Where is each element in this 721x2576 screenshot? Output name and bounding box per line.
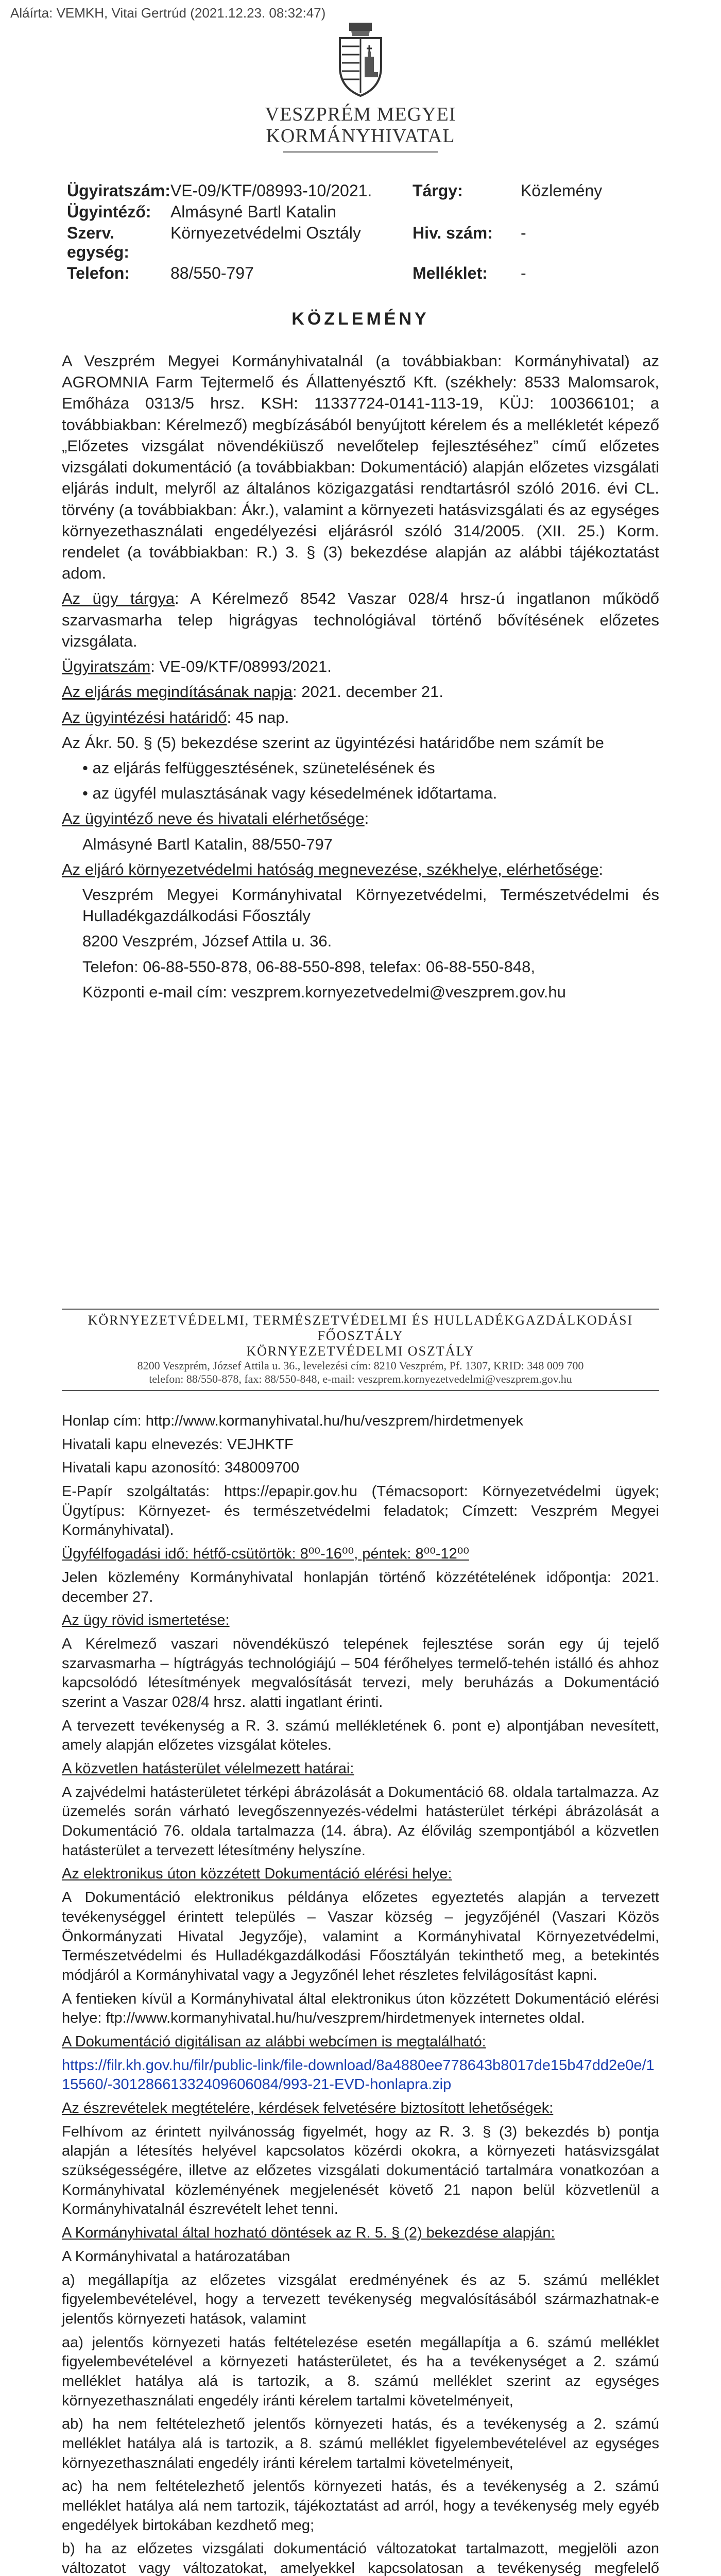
section-line: Az ügyintézési határidő: 45 nap.: [62, 708, 289, 726]
section-heading: Az észrevételek megtételére, kérdések felvetésére biztosított lehetőségek:: [62, 2100, 554, 2116]
phone-value: 88/550-797: [170, 264, 254, 282]
letterhead-line-1: KÖRNYEZETVÉDELMI, TERMÉSZETVÉDELMI ÉS HULLADÉKGAZDÁLKODÁSI FŐOSZTÁLY: [88, 1313, 633, 1343]
section-line: Telefon: 06-88-550-878, 06-88-550-898, telefax: 06-88-550-848,: [82, 957, 535, 976]
case-number-value: VE-09/KTF/08993-10/2021.: [170, 181, 372, 200]
section-line: Almásyné Bartl Katalin, 88/550-797: [82, 835, 333, 853]
subject-value: Közlemény: [520, 181, 603, 200]
section-line: Központi e-mail cím: veszprem.kornyezetvedelmi@veszprem.gov.hu: [82, 982, 566, 1001]
section-line: Az eljárás megindításának napja: 2021. december 21.: [62, 683, 444, 701]
letterhead-line-2: KÖRNYEZETVÉDELMI OSZTÁLY: [246, 1344, 475, 1359]
attachment-value: -: [520, 264, 526, 282]
department-label: Szerv. egység:: [67, 224, 129, 261]
website-line: Honlap cím: http://www.kormanyhivatal.hu/hu/veszprem/hirdetmenyek: [62, 1413, 524, 1429]
section-heading: A Kormányhivatal által hozható döntések az R. 5. § (2) bekezdése alapján:: [62, 2225, 555, 2242]
section-line: Az eljáró környezetvédelmi hatóság megnevezése, székhelye, elérhetősége:: [62, 860, 604, 878]
section-heading: A Dokumentáció digitálisan az alábbi webcímen is megtalálható:: [62, 2033, 486, 2050]
office-line-1: VESZPRÉM MEGYEI: [265, 104, 456, 125]
paragraph: A tervezett tevékenység a R. 3. számú mellékletének 6. pont e) alpontjában nevesített, amely alapján előzetes vizsgálat köteles.: [62, 1717, 659, 1754]
section-line: 8200 Veszprém, József Attila u. 36.: [82, 932, 332, 951]
paragraph: ab) ha nem feltételezhető jelentős környezeti hatás, és a tevékenység a 2. számú melléklet hatálya alá is tartozik, a 8. számú melléklet figyelembevételével az egységes környezethasználati engedély iránti kérelem tartalmi követelményeit,: [62, 2416, 659, 2471]
section-heading: A közvetlen hatásterület vélelmezett határai:: [62, 1760, 354, 1777]
subject-label: Tárgy:: [412, 181, 463, 200]
section-line: Az ügyintéző neve és hivatali elérhetősége:: [62, 809, 369, 828]
section-line: Ügyiratszám: VE-09/KTF/08993/2021.: [62, 657, 332, 676]
section-line: • az ügyfél mulasztásának vagy késedelmének időtartama.: [82, 784, 497, 803]
paragraph: A Kérelmező vaszari növendéküszó telepének fejlesztése során egy új tejelő szarvasmarha – hígtrágyás technológiájú – 504 férőhelyes termelő-tehén istálló és ahhoz kapcsolódó létesítmények megvalósítását tervezi, mely beruházás a Dokumentáció szerint a Vaszar 028/4 hrsz. alatti ingatlant érinti.: [62, 1635, 659, 1710]
phone-label: Telefon:: [67, 264, 130, 282]
notice-body-page-2: [62, 1412, 659, 2576]
coat-of-arms-icon: [329, 21, 392, 98]
paragraph: A zajvédelmi hatásterületet térképi ábrázolását a Dokumentáció 68. oldala tartalmazza. Az üzemelés során várható levegőszennyezés-védelmi hatásterület térképi ábrázolását a Dokumentáció 76. oldala tartalmazza (14. ábra). Az élővilág szempontjából a közvetlen hatásterület a tervezett létesítmény helyszíne.: [62, 1784, 659, 1859]
letterhead-line-4: telefon: 88/550-878, fax: 88/550-848, e-mail: veszprem.kornyezetvedelmi@veszprem.gov.hu: [149, 1372, 572, 1385]
paragraph: ac) ha nem feltételezhető jelentős környezeti hatás, és a tevékenység a 2. számú melléklet hatálya alá nem tartozik, tájékoztatást ad arról, hogy a tevékenység mely egyéb engedélyek birtokában kezdhető meg;: [62, 2478, 659, 2534]
epapir-line: E-Papír szolgáltatás: https://epapir.gov.hu (Témacsoport: Környezetvédelmi ügyek; Ügytípus: Környezet- és természetvédelmi feladatok; Címzett: Veszprém Megyei Kormányhivatal).: [62, 1483, 659, 1539]
letterhead-footer: [62, 1309, 659, 1391]
document-metadata: [67, 180, 659, 284]
paragraph: b) ha az előzetes vizsgálati dokumentáció változatokat tartalmazott, megjelöli azon változatot vagy változatokat, amelyekkel kapcsolatosan a tevékenység megfelelő: [62, 2540, 659, 2576]
paragraph: aa) jelentős környezeti hatás feltételezése esetén megállapítja a 6. számú melléklet figyelembevételével a környezeti hatásterületet, és ha a tevékenységet a 2. számú melléklet hatálya alá is tartozik, a 8. számú melléklet szerint az egységes környezethasználati engedély iránti kérelem tartalmi követelményeit,: [62, 2334, 659, 2409]
gateway-name-line: Hivatali kapu elnevezés: VEJHKTF: [62, 1436, 294, 1453]
intro-paragraph: A Veszprém Megyei Kormányhivatalnál (a továbbiakban: Kormányhivatal) az AGROMNIA Farm Tejtermelő és Állattenyésztő Kft. (székhely: 8533 Malomsarok, Emőháza 0313/5 hrsz. KSH: 11337724-0141-113-19, KÜJ: 100366101; a továbbiakban: Kérelmező) megbízásából benyújtott kérelem és a mellékletét képező „Előzetes vizsgálat növendékiüsző nevelőtelep fejlesztéséhez” című előzetes vizsgálati dokumentáció (a továbbiakban: Dokumentáció) alapján előzetes vizsgálati eljárás indult, melyről az általános közigazgatási rendtartásról szóló 2016. évi CL. törvény (a továbbiakban: Ákr.), valamint a környezeti hatásvizsgálati és az egységes környezethasználati engedélyezési eljárásról szóló 314/2005. (XII. 25.) Korm. rendelet (a továbbiakban: R.) 3. § (3) bekezdése alapján az alábbi tájékoztatást adom.: [62, 352, 659, 583]
letterhead-line-3: 8200 Veszprém, József Attila u. 36., levelezési cím: 8210 Veszprém, Pf. 1307, KRID: 348 009 700: [137, 1359, 584, 1372]
paragraph: A Kormányhivatal a határozatában: [62, 2248, 290, 2265]
reference-label: Hiv. szám:: [412, 224, 493, 242]
section-line: Veszprém Megyei Kormányhivatal Környezetvédelmi, Természetvédelmi és Hulladékgazdálkodási Főosztály: [82, 886, 659, 925]
reference-value: -: [520, 224, 526, 242]
document-title: KÖZLEMÉNY: [291, 309, 430, 329]
gateway-id-line: Hivatali kapu azonosító: 348009700: [62, 1460, 300, 1477]
section-line: Az ügy tárgya: A Kérelmező 8542 Vaszar 028/4 hrsz-ú ingatlanon működő szarvasmarha telep higrágyas technológiával történő bővítésének előzetes vizsgálata.: [62, 589, 660, 650]
section-line: • az eljárás felfüggesztésének, szünetelésének és: [82, 758, 435, 777]
download-link[interactable]: https://filr.kh.gov.hu/filr/public-link/file-download/8a4880ee778643b8017de15b47dd2e0e/115560/-30128661332409606084/993-21-EVD-honlapra.zip: [62, 2057, 655, 2093]
section-heading: Az ügy rövid ismertetése:: [62, 1612, 230, 1629]
section-line: Az Ákr. 50. § (5) bekezdése szerint az ügyintézési határidőbe nem számít be: [62, 733, 604, 752]
paragraph: a) megállapítja az előzetes vizsgálat eredményének és az 5. számú melléklet figyelembevételével, hogy a tervezett tevékenység megvalósításából származhatnak-e jelentős környezeti hatások, valamint: [62, 2272, 659, 2327]
notice-body-page-1: [62, 350, 659, 1007]
publication-date-line: Jelen közlemény Kormányhivatal honlapján történő közzétételének időpontja: 2021. december 27.: [62, 1569, 659, 1605]
paragraph: Felhívom az érintett nyilvánosság figyelmét, hogy az R. 3. § (3) bekezdés b) pontja alapján a létesítés helyével kapcsolatos közérdi okokra, a környezeti hatásvizsgálat szükségességére, illetve az előzetes vizsgálati dokumentáció tartalmára vonatkozóan a Kormányhivatal közleményének megjelenését követő 21 napon belül közvetlenül a Kormányhivatalnál észrevételt lehet tenni.: [62, 2123, 659, 2218]
department-value: Környezetvédelmi Osztály: [170, 224, 361, 242]
divider: [283, 151, 438, 152]
paragraph: A Dokumentáció elektronikus példánya előzetes egyeztetés alapján a tervezett tevékenységgel érintett település – Vaszar község – jegyzőjénél (Vaszari Közös Önkormányzati Hivatal Jegyzője), valamint a Kormányhivatal Környezetvédelmi, Természetvédelmi és Hulladékgazdálkodási Főosztályán tekinthető meg, a betekintés módjáról a Kormányhivatal vagy a Jegyzőnél lehet részletes felvilágosítást kapni.: [62, 1889, 659, 1984]
paragraph: A fentieken kívül a Kormányhivatal által elektronikus úton közzétett Dokumentáció elérési helye: ftp://www.kormanyhivatal.hu/hu/veszprem/hirdetmenyek internetes oldal.: [62, 1990, 659, 2027]
case-officer-value: Almásyné Bartl Katalin: [170, 202, 336, 221]
office-hours-line: Ügyfélfogadási idő: hétfő-csütörtök: 8⁰⁰-16⁰⁰, péntek: 8⁰⁰-12⁰⁰: [62, 1546, 470, 1563]
case-number-label: Ügyiratszám:: [67, 181, 170, 200]
electronic-signature-note: Aláírta: VEMKH, Vitai Gertrúd (2021.12.23. 08:32:47): [10, 5, 326, 21]
office-line-2: KORMÁNYHIVATAL: [266, 125, 455, 147]
office-name: [0, 103, 721, 152]
section-heading: Az elektronikus úton közzétett Dokumentáció elérési helye:: [62, 1866, 452, 1883]
attachment-label: Melléklet:: [412, 264, 488, 282]
section-list: [62, 588, 659, 1003]
case-officer-label: Ügyintéző:: [67, 202, 151, 221]
